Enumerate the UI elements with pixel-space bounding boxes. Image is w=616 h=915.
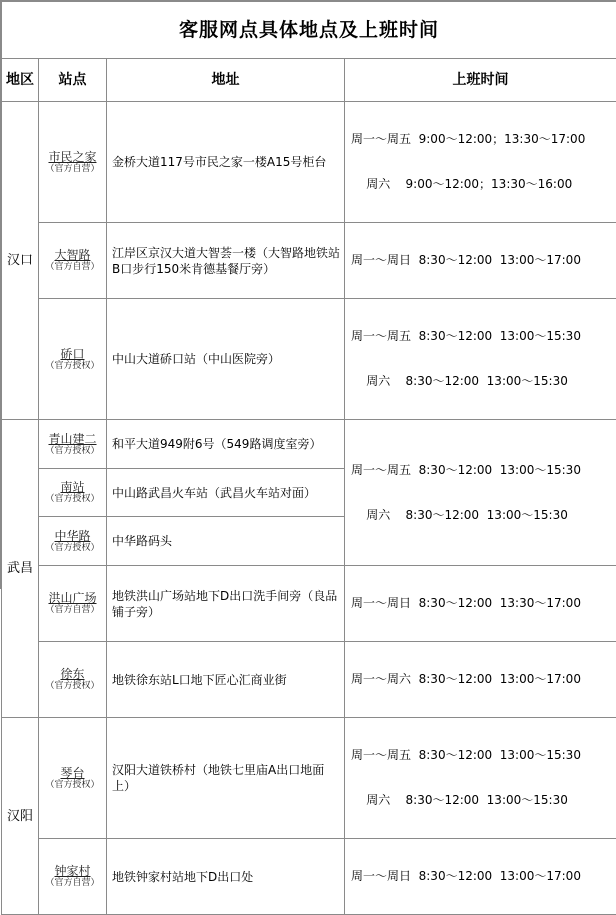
hours-cell xyxy=(345,642,616,718)
station-cell xyxy=(39,566,107,642)
address-cell: 和平大道949附6号（549路调度室旁） xyxy=(107,420,345,469)
header-station: 站点 xyxy=(39,59,107,102)
table-row xyxy=(2,420,616,469)
station-type: （官方授权） xyxy=(39,681,106,692)
address-cell: 地铁钟家村站地下D出口处 xyxy=(107,839,345,915)
station-name-link[interactable]: 南站 xyxy=(39,480,106,494)
station-cell xyxy=(39,420,107,469)
station-cell xyxy=(39,839,107,915)
station-type: （官方自营） xyxy=(39,164,106,175)
address-cell: 汉阳大道铁桥村（地铁七里庙A出口地面上） xyxy=(107,718,345,839)
table-row xyxy=(2,718,616,839)
hours-line: 周一～周五 9:00～12:00；13:30～17:00 xyxy=(351,132,616,147)
region-wuchang: 武昌 xyxy=(2,420,39,718)
station-cell xyxy=(39,642,107,718)
station-name-link[interactable]: 中华路 xyxy=(39,529,106,543)
hours-line: 周六 8:30～12:00 13:00～15:30 xyxy=(351,374,616,389)
page-title: 客服网点具体地点及上班时间 xyxy=(2,2,616,59)
hours-line: 周一～周日 8:30～12:00 13:00～17:00 xyxy=(351,869,616,884)
station-cell xyxy=(39,517,107,566)
station-type: （官方自营） xyxy=(39,878,106,889)
table-row xyxy=(2,223,616,299)
region-hanyang: 汉阳 xyxy=(2,718,39,915)
address-cell: 中山路武昌火车站（武昌火车站对面） xyxy=(107,469,345,517)
station-cell xyxy=(39,718,107,839)
table-row xyxy=(2,839,616,915)
hours-line: 周一～周日 8:30～12:00 13:30～17:00 xyxy=(351,596,616,611)
station-type: （官方授权） xyxy=(39,494,106,505)
station-name-link[interactable]: 徐东 xyxy=(39,667,106,681)
address-cell: 江岸区京汉大道大智荟一楼（大智路地铁站B口步行150米肯德基餐厅旁） xyxy=(107,223,345,299)
address-cell: 中华路码头 xyxy=(107,517,345,566)
station-type: （官方授权） xyxy=(39,361,106,372)
station-name-link[interactable]: 大智路 xyxy=(39,248,106,262)
address-cell: 金桥大道117号市民之家一楼A15号柜台 xyxy=(107,102,345,223)
station-name-link[interactable]: 钟家村 xyxy=(39,864,106,878)
hours-cell xyxy=(345,718,616,839)
hours-cell xyxy=(345,102,616,223)
table-row xyxy=(2,102,616,223)
address-cell: 中山大道硚口站（中山医院旁） xyxy=(107,299,345,420)
table-row xyxy=(2,299,616,420)
hours-line: 周一～周五 8:30～12:00 13:00～15:30 xyxy=(351,329,616,344)
address-cell: 地铁洪山广场站地下D出口洗手间旁（良品铺子旁） xyxy=(107,566,345,642)
hours-cell xyxy=(345,299,616,420)
service-points-table xyxy=(1,1,616,915)
hours-line: 周六 9:00～12:00；13:30～16:00 xyxy=(351,177,616,192)
hours-cell xyxy=(345,223,616,299)
hours-line: 周六 8:30～12:00 13:00～15:30 xyxy=(351,793,616,808)
station-name-link[interactable]: 市民之家 xyxy=(39,150,106,164)
hours-line: 周一～周五 8:30～12:00 13:00～15:30 xyxy=(351,463,616,478)
hours-line: 周六 8:30～12:00 13:00～15:30 xyxy=(351,508,616,523)
region-hankou: 汉口 xyxy=(2,102,39,420)
header-address: 地址 xyxy=(107,59,345,102)
station-type: （官方自营） xyxy=(39,262,106,273)
station-type: （官方自营） xyxy=(39,605,106,616)
table-row xyxy=(2,566,616,642)
station-type: （官方授权） xyxy=(39,543,106,554)
station-type: （官方授权） xyxy=(39,780,106,791)
hours-line: 周一～周五 8:30～12:00 13:00～15:30 xyxy=(351,748,616,763)
station-cell xyxy=(39,102,107,223)
station-cell xyxy=(39,469,107,517)
header-hours: 上班时间 xyxy=(345,59,616,102)
station-name-link[interactable]: 青山建二 xyxy=(39,432,106,446)
hours-cell xyxy=(345,566,616,642)
station-name-link[interactable]: 琴台 xyxy=(39,766,106,780)
table-row xyxy=(2,642,616,718)
hours-cell xyxy=(345,420,616,566)
station-type: （官方授权） xyxy=(39,446,106,457)
station-cell xyxy=(39,223,107,299)
station-name-link[interactable]: 硚口 xyxy=(39,347,106,361)
hours-line: 周一～周日 8:30～12:00 13:00～17:00 xyxy=(351,253,616,268)
address-cell: 地铁徐东站L口地下匠心汇商业街 xyxy=(107,642,345,718)
station-cell xyxy=(39,299,107,420)
hours-line: 周一～周六 8:30～12:00 13:00～17:00 xyxy=(351,672,616,687)
hours-cell xyxy=(345,839,616,915)
station-name-link[interactable]: 洪山广场 xyxy=(39,591,106,605)
header-region: 地区 xyxy=(2,59,39,102)
